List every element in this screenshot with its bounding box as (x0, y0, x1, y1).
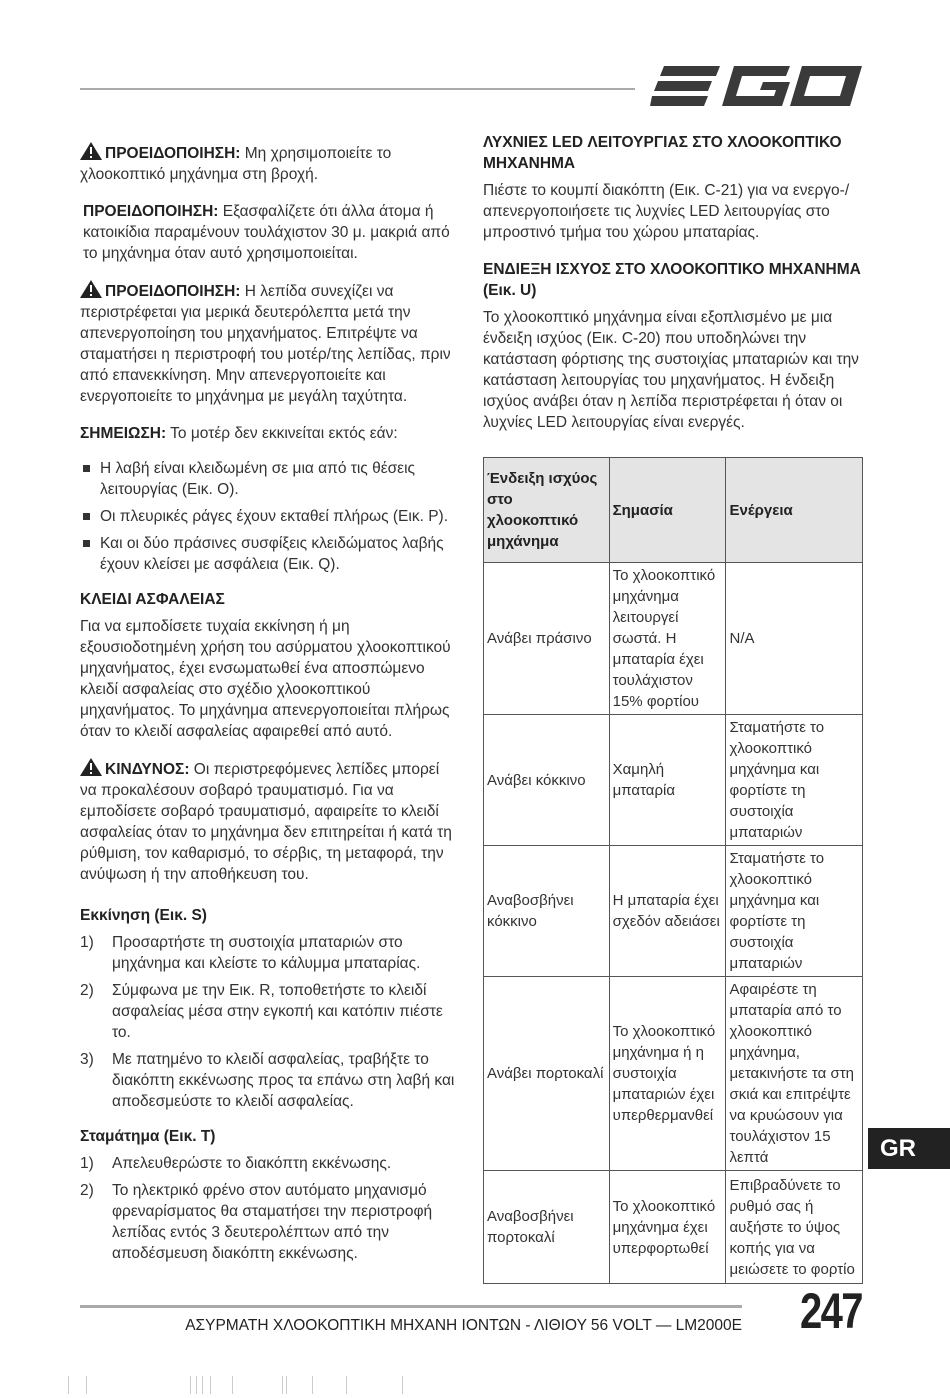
stop-steps (80, 1153, 460, 1264)
list-item: Οι πλευρικές ράγες έχουν εκταθεί πλήρως (Εικ. P). (80, 506, 460, 527)
warning-label: ΠΡΟΕΙΔΟΠΟΙΗΣΗ: (105, 283, 241, 300)
list-item: 3) Με πατημένο το κλειδί ασφαλείας, τραβήξτε το διακόπτη εκκένωσης προς τα επάνω στη λαβή και αποδεσμεύστε το κλειδί ασφαλείας. (80, 1051, 455, 1110)
print-marks (60, 1376, 460, 1396)
ego-logo (650, 58, 862, 114)
right-column (483, 132, 865, 433)
warning-text: Μη χρησιμοποιείτε το χλοοκοπτικό μηχάνημα στη βροχή. (80, 145, 392, 183)
language-tab: GR (868, 1128, 950, 1169)
start-steps (80, 932, 460, 1112)
table-header-cell: Σημασία (609, 458, 726, 563)
danger-label: ΚΙΝΔΥΝΟΣ: (105, 761, 190, 778)
table-row (484, 1171, 863, 1284)
warning-label: ΠΡΟΕΙΔΟΠΟΙΗΣΗ: (105, 145, 241, 162)
safety-key-text: Για να εμποδίσετε τυχαία εκκίνηση ή μη εξουσιοδοτημένη χρήση του ασύρματου χλοοκοπτικού μηχανήματος, έχει ενσωματωθεί ένα αποσπώμενο κλειδί ασφαλείας στο σχέδιο χλοοκοπτικού μηχανήματος. Το μηχάνημα απενεργοποιείται πλήρως όταν το κλειδί ασφαλείας αφαιρεθεί από αυτό. (80, 618, 451, 740)
header-rule (80, 88, 635, 90)
stop-heading: Σταμάτημα (Εικ. T) (80, 1128, 216, 1145)
led-text: Πιέστε το κουμπί διακόπτη (Εικ. C-21) για να ενεργο-/απενεργοποιήσετε τις λυχνίες LED λειτουργίας στο μπροστινό τμήμα του χώρου μπαταρίας. (483, 182, 850, 241)
table-cell: Αφαιρέστε τη μπαταρία από το χλοοκοπτικό μηχάνημα, μετακινήστε τα στη σκιά και επιτρέψτε να κρυώσουν για τουλάχιστον 15 λεπτά (726, 977, 863, 1171)
table-header-cell: Ενέργεια (726, 458, 863, 563)
note (80, 423, 460, 444)
table-row (484, 846, 863, 977)
table-row (484, 715, 863, 846)
list-item: 2) Σύμφωνα με την Εικ. R, τοποθετήστε το κλειδί ασφαλείας μέσα στην εγκοπή και κατόπιν πιέστε το. (80, 982, 443, 1041)
table-cell: Σταματήστε το χλοοκοπτικό μηχάνημα και φορτίστε τη συστοιχία μπαταριών (726, 846, 863, 977)
left-column (80, 142, 460, 1278)
warning-text: Η λεπίδα συνεχίζει να περιστρέφεται για μερικά δευτερόλεπτα μετά την απενεργοποίηση του μηχανήματος. Επιτρέψτε να σταματήσει η περιστροφή του μοτέρ/της λεπίδας, πριν από επανεκκίνηση. Μην απενεργοποιείτε και ενεργοποιείτε το μηχάνημα με μεγάλη ταχύτητα. (80, 283, 451, 405)
power-indicator-text: Το χλοοκοπτικό μηχάνημα είναι εξοπλισμένο με μια ένδειξη ισχύος (Εικ. C-20) που υποδηλώνει την κατάσταση φόρτισης της συστοιχίας μπαταριών και την κατάσταση λειτουργίας του μηχανήματος. Η ένδειξη ισχύος ανάβει όταν η λεπίδα περιστρέφεται ή όταν οι λυχνίες LED λειτουργίας είναι ενεργές. (483, 309, 859, 431)
table-cell: Το χλοοκοπτικό μηχάνημα έχει υπερφορτωθεί (609, 1171, 726, 1284)
table-cell: N/A (726, 563, 863, 715)
warning-distance (80, 201, 460, 264)
table-cell: Αναβοσβήνει κόκκινο (484, 846, 610, 977)
table-row (484, 977, 863, 1171)
table-cell: Χαμηλή μπαταρία (609, 715, 726, 846)
note-label: ΣΗΜΕΙΩΣΗ: (80, 425, 167, 442)
warning-triangle-icon (80, 142, 102, 160)
list-item: Η λαβή είναι κλειδωμένη σε μια από τις θέσεις λειτουργίας (Εικ. O). (80, 458, 460, 500)
warning-blade (80, 280, 460, 407)
list-item: 1) Απελευθερώστε το διακόπτη εκκένωσης. (80, 1155, 392, 1172)
power-indicator-table (483, 457, 863, 1284)
table-cell: Η μπαταρία έχει σχεδόν αδειάσει (609, 846, 726, 977)
table-cell: Ανάβει πορτοκαλί (484, 977, 610, 1171)
conditions-list (80, 458, 460, 575)
note-text: Το μοτέρ δεν εκκινείται εκτός εάν: (166, 425, 398, 442)
table-cell: Επιβραδύνετε το ρυθμό σας ή αυξήστε το ύψος κοπής για να μειώσετε το φορτίο (726, 1171, 863, 1284)
footer-title: ΑΣΥΡΜΑΤΗ ΧΛΟΟΚΟΠΤΙΚΗ ΜΗΧΑΝΗ ΙΟΝΤΩΝ - ΛΙΘΙΟΥ 56 VOLT — LM2000E (185, 1317, 742, 1334)
page-number: 247 (800, 1283, 862, 1339)
warning-label: ΠΡΟΕΙΔΟΠΟΙΗΣΗ: (83, 203, 219, 220)
warning-triangle-icon (80, 758, 102, 776)
table-cell: Ανάβει πράσινο (484, 563, 610, 715)
table-row (484, 563, 863, 715)
list-item: Και οι δύο πράσινες συσφίξεις κλειδώματος λαβής έχουν κλείσει με ασφάλεια (Εικ. Q). (80, 533, 460, 575)
safety-key-heading: ΚΛΕΙΔΙ ΑΣΦΑΛΕΙΑΣ (80, 591, 225, 608)
power-indicator-heading: ΕΝΔΙΕΞΗ ΙΣΧΥΟΣ ΣΤΟ ΧΛΟΟΚΟΠΤΙΚΟ ΜΗΧΑΝΗΜΑ (Εικ. U) (483, 261, 861, 299)
danger-notice (80, 758, 460, 885)
table-cell: Ανάβει κόκκινο (484, 715, 610, 846)
table-cell: Το χλοοκοπτικό μηχάνημα ή η συστοιχία μπαταριών έχει υπερθερμανθεί (609, 977, 726, 1171)
led-heading: ΛΥΧΝΙΕΣ LED ΛΕΙΤΟΥΡΓΙΑΣ ΣΤΟ ΧΛΟΟΚΟΠΤΙΚΟ ΜΗΧΑΝΗΜΑ (483, 134, 842, 172)
list-item: 2) Το ηλεκτρικό φρένο στον αυτόματο μηχανισμό φρεναρίσματος θα σταματήσει την περιστροφή λεπίδας εντός 3 δευτερολέπτων από την αποδέσμευση διακόπτη εκκένωσης. (80, 1182, 433, 1262)
danger-text: Οι περιστρεφόμενες λεπίδες μπορεί να προκαλέσουν σοβαρό τραυματισμό. Για να εμποδίσετε σοβαρό τραυματισμό, αφαιρείτε το κλειδί ασφαλείας όταν το μηχάνημα δεν επιτηρείται ή κατά τη ρύθμιση, τον καθαρισμό, το σέρβις, τη μεταφορά, την ανύψωση ή την αποθήκευση του. (80, 761, 452, 883)
warning-rain (80, 142, 460, 185)
table-header-row (484, 458, 863, 563)
footer-rule (80, 1305, 742, 1308)
table-cell: Αναβοσβήνει πορτοκαλί (484, 1171, 610, 1284)
start-heading: Εκκίνηση (Εικ. S) (80, 907, 207, 924)
table-cell: Το χλοοκοπτικό μηχάνημα λειτουργεί σωστά. Η μπαταρία έχει τουλάχιστον 15% φορτίου (609, 563, 726, 715)
list-item: 1) Προσαρτήστε τη συστοιχία μπαταριών στο μηχάνημα και κλείστε το κάλυμμα μπαταρίας. (80, 934, 421, 972)
warning-text: Εξασφαλίζετε ότι άλλα άτομα ή κατοικίδια παραμένουν τουλάχιστον 30 μ. μακριά από το μηχάνημα όταν αυτό χρησιμοποιείται. (83, 203, 450, 262)
table-header-cell: Ένδειξη ισχύος στο χλοοκοπτικό μηχάνημα (484, 458, 610, 563)
table-cell: Σταματήστε το χλοοκοπτικό μηχάνημα και φορτίστε τη συστοιχία μπαταριών (726, 715, 863, 846)
warning-triangle-icon (80, 280, 102, 298)
